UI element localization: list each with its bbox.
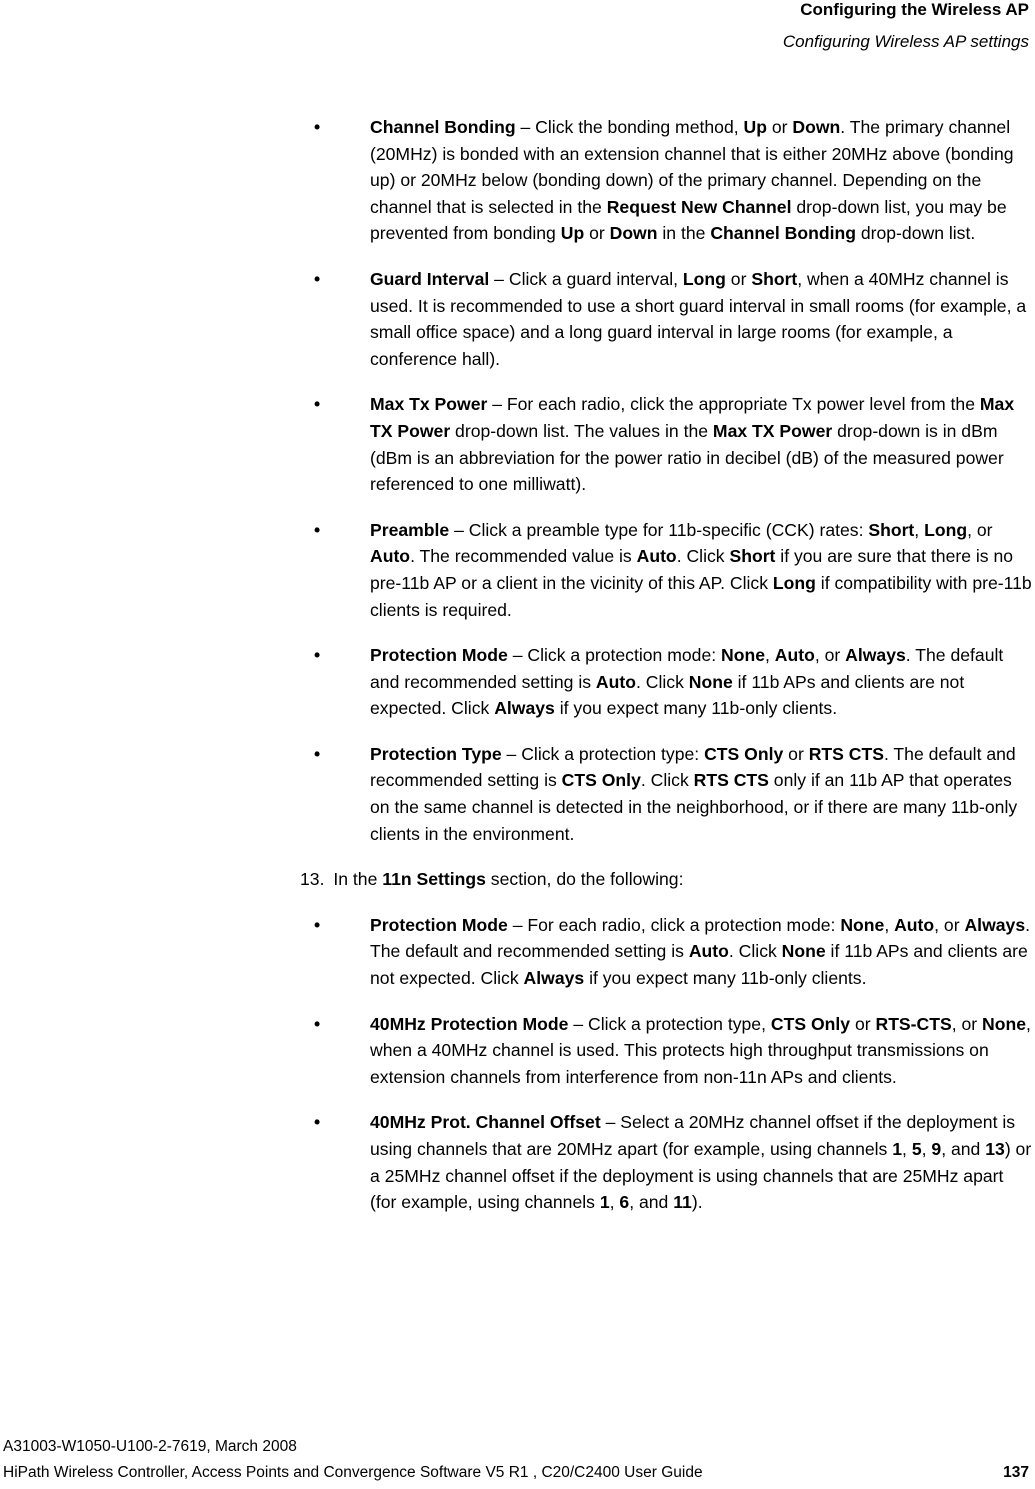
bold-text: Auto xyxy=(774,645,815,666)
text-run: drop-down list. The values in the xyxy=(450,420,713,441)
bold-text: Channel Bonding xyxy=(710,223,856,244)
procedure-step-13 xyxy=(300,866,1033,893)
bold-text: Auto xyxy=(636,546,677,567)
bold-text: 13 xyxy=(985,1139,1005,1159)
item-text xyxy=(370,391,1033,497)
text-run: – For each radio, click a protection mode: xyxy=(507,914,841,935)
item-text xyxy=(370,114,1033,247)
setting-term: 40MHz Prot. Channel Offset xyxy=(370,1112,601,1133)
bold-text: Up xyxy=(560,223,585,244)
bold-text: Auto xyxy=(370,546,411,567)
item-text xyxy=(370,517,1033,623)
text-run: ) or a 25MHz channel offset if the deployment is using channels that are 25MHz apart (for example, using channels xyxy=(370,1139,1032,1213)
setting-term: Guard Interval xyxy=(370,268,490,289)
running-header-subtitle: Configuring Wireless AP settings xyxy=(782,32,1029,51)
text-run: , xyxy=(765,645,775,666)
bold-text: 1 xyxy=(599,1192,610,1213)
bold-text: CTS Only xyxy=(704,743,784,764)
setting-term: Max Tx Power xyxy=(370,394,488,415)
bullet-icon: • xyxy=(314,268,321,289)
text-run: In the xyxy=(333,869,383,890)
bold-text: 11 xyxy=(673,1192,692,1213)
bold-text: 6 xyxy=(619,1192,630,1213)
item-text xyxy=(370,741,1033,847)
running-header-title: Configuring the Wireless AP xyxy=(800,0,1029,19)
text-run: . The default and recommended setting is xyxy=(370,645,1004,692)
bold-text: Down xyxy=(792,117,841,137)
text-run: . The default and recommended setting is xyxy=(370,914,1030,962)
bold-text: RTS CTS xyxy=(693,770,769,791)
bold-text: Request New Channel xyxy=(606,196,792,217)
text-run: or xyxy=(584,223,610,244)
text-run: . Click xyxy=(635,671,689,692)
item-text xyxy=(370,912,1033,992)
bold-text: 5 xyxy=(911,1139,922,1159)
n-setting-item-2 xyxy=(300,1011,1033,1091)
n-setting-item-3 xyxy=(300,1109,1033,1215)
item-text xyxy=(370,1109,1033,1215)
text-run: – Select a 20MHz channel offset if the deployment is using channels that are 20MHz apart (for example, using channels xyxy=(370,1112,1016,1159)
text-run: – Click a guard interval, xyxy=(489,268,683,289)
bold-text: Always xyxy=(523,968,585,989)
text-run: , xyxy=(921,1139,932,1159)
text-run: – Click a protection type, xyxy=(568,1013,771,1034)
radio-setting-item-2 xyxy=(300,266,1033,372)
text-run: drop-down is in dBm (dBm is an abbreviation for the power ratio in decibel (dB) of the measured power referenced to one milliwatt). xyxy=(370,420,1004,495)
text-run: , or xyxy=(814,645,846,666)
text-run: , and xyxy=(941,1139,986,1159)
text-run: if you are sure that there is no pre-11b AP or a client in the vicinity of this AP. Click xyxy=(370,546,1014,593)
bold-text: None xyxy=(781,941,826,962)
bullet-icon: • xyxy=(314,394,321,415)
text-run: , xyxy=(884,914,895,935)
text-run: in the xyxy=(657,223,711,244)
text-run: . Click xyxy=(640,770,694,791)
text-run: – Click a preamble type for 11b-specific (CCK) rates: xyxy=(449,519,869,540)
setting-term: 40MHz Protection Mode xyxy=(370,1013,569,1034)
bold-text: Short xyxy=(751,268,798,289)
text-run: – Click the bonding method, xyxy=(515,117,744,137)
bold-text: RTS CTS xyxy=(808,743,884,764)
text-run: . The primary channel (20MHz) is bonded with an extension channel that is either 20MHz above (bonding up) or 20MHz below (bonding down) of the primary channel. Depending on the channel that is selected in the xyxy=(370,117,1014,217)
bold-text: Auto xyxy=(688,941,729,962)
text-run: , or xyxy=(934,914,965,935)
text-run: , xyxy=(902,1139,912,1159)
text-run: , when a 40MHz channel is used. It is recommended to use a short guard interval in small rooms (for example, a small office space) and a long guard interval in large rooms (for example, a conference hall). xyxy=(370,268,1027,369)
text-run: if you expect many 11b-only clients. xyxy=(584,968,867,989)
step-number: 13. xyxy=(300,869,325,890)
settings-list-radio xyxy=(300,114,1033,847)
bold-text: 11n Settings xyxy=(382,869,486,890)
radio-setting-item-5 xyxy=(300,642,1033,722)
bold-text: Long xyxy=(682,268,726,289)
text-run: drop-down list, you may be prevented from bonding xyxy=(370,196,1007,244)
text-run: , xyxy=(914,519,925,540)
bold-text: Short xyxy=(729,546,776,567)
text-run: , or xyxy=(967,519,993,540)
text-run: if 11b APs and clients are not expected. Click xyxy=(370,671,965,719)
radio-setting-item-6 xyxy=(300,741,1033,847)
text-run: , xyxy=(609,1192,620,1213)
bold-text: Always xyxy=(845,645,906,666)
text-run: – Click a protection mode: xyxy=(507,645,722,666)
text-run: , when a 40MHz channel is used. This protects high throughput transmissions on extension channels from interference from non-11n APs and clients. xyxy=(370,1013,1031,1087)
text-run: . The default and recommended setting is xyxy=(370,743,1016,791)
bold-text: None xyxy=(982,1013,1027,1034)
text-run: , and xyxy=(629,1192,674,1213)
bold-text: 9 xyxy=(931,1139,942,1159)
text-run: – For each radio, click the appropriate Tx power level from the xyxy=(487,394,980,415)
settings-list-11n xyxy=(300,912,1033,1216)
setting-term: Protection Mode xyxy=(370,645,508,666)
bold-text: Auto xyxy=(595,671,636,692)
text-run: section, do the following: xyxy=(485,869,684,890)
text-run: if 11b APs and clients are not expected. Click xyxy=(370,941,1028,989)
bold-text: 1 xyxy=(892,1139,903,1159)
bold-text: Short xyxy=(868,519,915,540)
text-run: drop-down list. xyxy=(855,223,976,244)
text-run: . The recommended value is xyxy=(410,546,637,567)
bold-text: Long xyxy=(772,572,816,593)
bold-text: Auto xyxy=(894,914,935,935)
bold-text: Max TX Power xyxy=(712,420,833,441)
setting-term: Protection Type xyxy=(370,743,502,764)
bold-text: None xyxy=(688,671,733,692)
bold-text: Long xyxy=(924,519,968,540)
radio-setting-item-1 xyxy=(300,114,1033,247)
bold-text: Always xyxy=(494,698,555,719)
text-run: . Click xyxy=(728,941,782,962)
setting-term: Protection Mode xyxy=(370,914,508,935)
text-run: or xyxy=(850,1013,876,1034)
bullet-icon: • xyxy=(314,914,321,935)
text-run: only if an 11b AP that operates on the same channel is detected in the neighborhood, or if there are many 11b-only clients in the environment. xyxy=(370,770,1018,844)
item-text xyxy=(370,1011,1033,1091)
text-run: or xyxy=(766,117,793,137)
bullet-icon: • xyxy=(314,645,321,666)
setting-term: Preamble xyxy=(370,519,450,540)
bold-text: CTS Only xyxy=(770,1013,851,1034)
item-text xyxy=(370,642,1033,722)
bold-text: Down xyxy=(609,223,658,244)
bold-text: None xyxy=(840,914,885,935)
bold-text: CTS Only xyxy=(561,770,641,791)
bold-text: Up xyxy=(743,117,767,137)
text-run: ). xyxy=(691,1192,703,1213)
page-body xyxy=(300,114,1033,1235)
bullet-icon: • xyxy=(314,117,321,137)
text-run: . Click xyxy=(676,546,730,567)
footer-document-id: A31003-W1050-U100-2-7619, March 2008 xyxy=(3,1438,297,1455)
radio-setting-item-3 xyxy=(300,391,1033,497)
bold-text: None xyxy=(721,645,765,666)
item-text xyxy=(370,266,1033,372)
text-run: or xyxy=(783,743,809,764)
page-number: 137 xyxy=(1003,1464,1029,1481)
text-run: or xyxy=(725,268,752,289)
n-setting-item-1 xyxy=(300,912,1033,992)
bold-text: RTS-CTS xyxy=(875,1013,952,1034)
bullet-icon: • xyxy=(314,1112,321,1133)
bold-text: Always xyxy=(964,914,1026,935)
text-run: – Click a protection type: xyxy=(501,743,705,764)
text-run: if you expect many 11b-only clients. xyxy=(554,698,838,719)
text-run: if compatibility with pre-11b clients is required. xyxy=(370,572,1032,620)
step-text xyxy=(333,869,683,889)
bullet-icon: • xyxy=(314,1013,321,1034)
bullet-icon: • xyxy=(314,743,321,764)
text-run: , or xyxy=(951,1013,983,1034)
setting-term: Channel Bonding xyxy=(370,117,516,137)
radio-setting-item-4 xyxy=(300,517,1033,623)
bullet-icon: • xyxy=(314,519,321,540)
bold-text: Max TX Power xyxy=(370,394,1015,441)
footer-document-title: HiPath Wireless Controller, Access Points and Convergence Software V5 R1 , C20/C2400 User Guide xyxy=(3,1464,703,1481)
